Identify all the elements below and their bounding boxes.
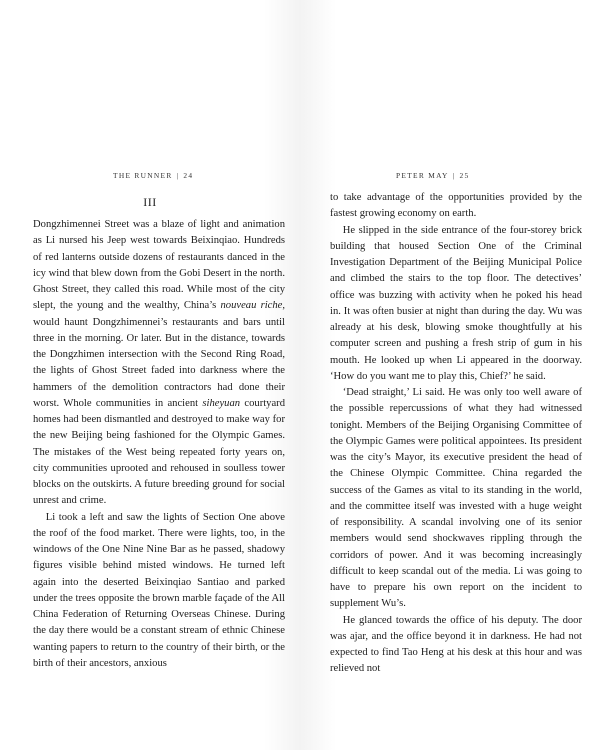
paragraph: Li took a left and saw the lights of Section One above the roof of the food market. There were lights, too, in the windows of the One Nine Nine Bar as he passed, shadowy figures visible behind misted windows. He turned left again into the deserted Beixinqiao Santiao and parked under the trees opposite the brown marble façade of the All China Federation of Returning Overseas Chinese. During the day there would be a constant stream of ethnic Chinese wanting papers to return to the country of their birth, or the birth of their ancestors, anxious — [33, 511, 285, 669]
running-head-right — [396, 171, 469, 180]
running-head-separator: | — [176, 171, 180, 180]
running-head-left — [113, 171, 193, 180]
page-number: 25 — [459, 171, 470, 180]
italic-phrase: nouveau riche — [220, 300, 283, 312]
paragraph: to take advantage of the opportunities provided by the fastest growing economy on earth. — [330, 192, 582, 220]
book-title: THE RUNNER — [113, 171, 173, 180]
right-page — [300, 0, 600, 750]
left-page-text — [33, 217, 285, 672]
section-number: III — [143, 195, 157, 209]
paragraph: He glanced towards the office of his deputy. The door was ajar, and the office beyond it in darkness. He had not expected to find Tao Heng at his desk at this hour and was relieved not — [330, 614, 582, 675]
page-number: 24 — [183, 171, 194, 180]
right-page-text — [330, 190, 582, 678]
author-name: PETER MAY — [396, 171, 449, 180]
paragraph: Dongzhimennei Street was a blaze of light and animation as Li nursed his Jeep west towards Beixinqiao. Hundreds of red lanterns outside dozens of restaurants danced in the icy wind that blew down from the Gobi Desert in the north. Ghost Street, they called this road. While most of the city slept, the young and the wealthy, China’s nouveau riche, would haunt Dongzhimennei’s restaurants and bars until three in the morning. Or later. But in the distance, towards the Dongzhimen intersection with the Second Ring Road, the lights of Ghost Street faded into darkness where the hammers of the demolition contractors had done their worst. Whole communities in ancient siheyuan courtyard homes had been dismantled and destroyed to make way for the new Beijing being fashioned for the Olympic Games. The mistakes of the West being repeated forty years on, city communities uprooted and rehoused in soulless tower blocks on the outskirts. A future breeding ground for social unrest and crime. — [33, 219, 285, 507]
italic-phrase: siheyuan — [202, 397, 241, 409]
paragraph: He slipped in the side entrance of the four-storey brick building that housed Section One of the Criminal Investigation Department of the Beijing Municipal Police and climbed the stairs to the top floor. The detectives’ office was buzzing with activity when he poked his head in. It was often busier at night than during the day. Wu was already at his desk, blowing smoke thoughtfully at his computer screen and pushing a fresh strip of gum in his mouth. He looked up when Li appeared in the doorway. ‘How do you want me to play this, Chief?’ he said. — [330, 224, 582, 382]
running-head-separator: | — [452, 171, 456, 180]
paragraph: ‘Dead straight,’ Li said. He was only too well aware of the possible repercussions of what they had witnessed tonight. Members of the Beijing Organising Committee of the Olympic Games were political appointees. Its president was the city’s Mayor, its executive president the head of the Chinese Olympic Committee. China regarded the success of the Games as vital to its standing in the world, and the committee itself was invested with a huge weight of responsibility. A scandal involving one of its senior members would send shockwaves rippling through the corridors of power. And it was becoming increasingly difficult to keep scandal out of the media. Li was going to have to prepare his own report on the incident to supplement Wu’s. — [330, 387, 582, 610]
